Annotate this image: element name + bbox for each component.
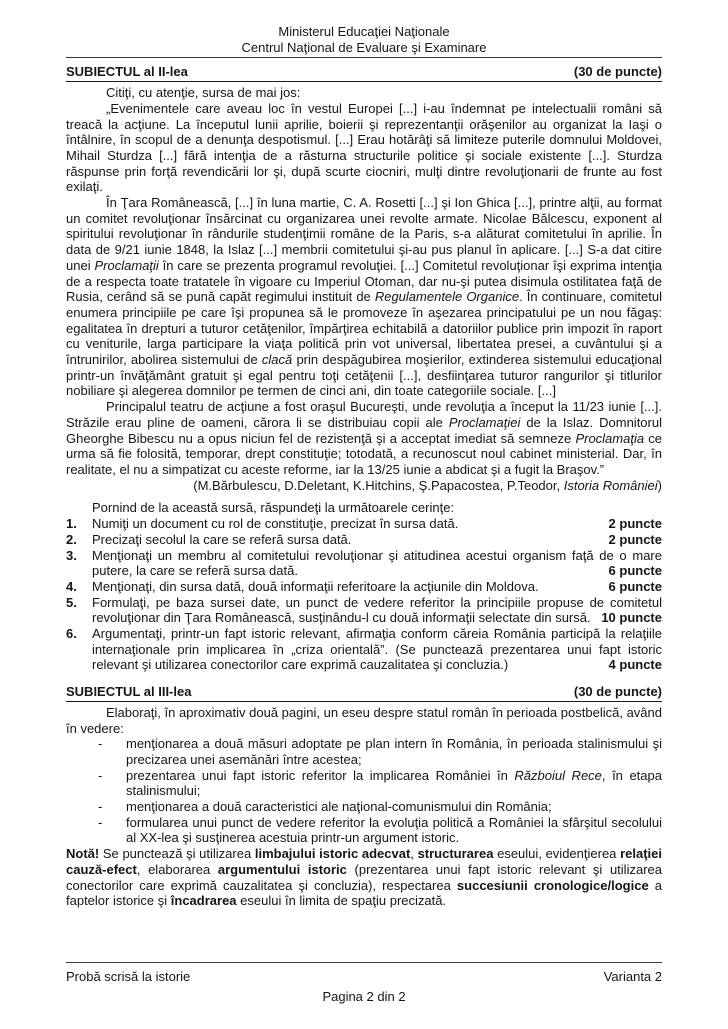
note-paragraph: Notă! Se punctează şi utilizarea limbajului istoric adecvat, structurarea eseului, evidenţierea relaţiei cauză-efect, elaborarea argumentului istoric (prezentarea unui fapt istoric relevant şi utilizarea conectorilor care exprimă cauzalitatea şi concluzia), respectarea succesiunii cronologice/logice a faptelor istorice şi încadrarea eseului în limita de spaţiu precizată. [66,846,663,909]
subject2-title: SUBIECTUL al II-lea [66,64,188,80]
question-item-5 [66,595,662,626]
essay-intro: Elaboraţi, în aproximativ două pagini, un eseu despre statul român în perioada postbelică, având în vedere: [66,704,662,736]
question-item-1 [66,516,662,532]
question-number: 2. [66,531,77,547]
question-number: 3. [66,547,77,563]
essay-requirement-3 [98,799,662,815]
subject2-points: (30 de puncte) [573,64,662,80]
essay-requirement-2 [98,768,662,799]
ministry-name: Ministerul Educaţiei Naţionale [278,24,450,39]
question-text: Numiţi un document cu rol de constituţie, precizat în sursa dată. [92,516,459,532]
question-points: 2 puncte [608,531,662,547]
question-points: 2 puncte [608,516,662,532]
requirement-text: menţionarea a două măsuri adoptate pe plan intern în România, în perioada stalinismului şi precizarea unei asemănări între acestea; [126,736,662,767]
footer-page-number: Pagina 2 din 2 [322,989,406,1005]
requirement-text: menţionarea a două caracteristici ale naţional-comunismului din România; [126,799,552,815]
question-item-4 [66,579,662,595]
question-number: 6. [66,626,77,642]
question-text: Precizaţi secolul la care se referă sursa dată. [92,531,352,547]
footer-row [66,969,662,985]
question-points: 4 puncte [608,657,662,673]
question-points: 10 puncte [601,610,662,626]
essay-requirement-1 [98,736,662,767]
subject3-heading [66,684,662,702]
subject3-section [66,684,662,909]
questions-prompt: Pornind de la această sursă, răspundeţi la următoarele cerinţe: [92,500,455,516]
essay-requirement-4 [98,815,662,846]
question-text: Menţionaţi un membru al comitetului revoluţionar şi atitudinea acestui organism faţă de o mare putere, la care se referă sursa dată. [92,547,662,579]
requirement-text: prezentarea unui fapt istoric referitor la implicarea României în Războiul Rece, în etapa stalinismului; [126,767,662,799]
requirement-text: formularea unui punct de vedere referitor la evoluţia politică a României la sfârşitul secolului al XX-lea şi susţinerea acestuia printr-un argument istoric. [126,814,662,846]
question-item-2 [66,532,662,548]
question-points: 6 puncte [608,578,662,594]
source-paragraph-1: „Evenimentele care aveau loc în vestul Europei [...] i-au îndemnat pe intelectualii români să treacă la acţiune. La începutul lunii aprilie, boierii şi reprezentanţii orăşenilor au organizat la Iaşi o întâlnire, în scopul de a denunţa despotismul. [...] Erau hotărâţi să limiteze puterile domnului Moldovei, Mihail Sturdza [...] fără intenţia de a răsturna structurile politice şi sociale existente [...]. Sturdza răspunse prin forţă revendicării lor şi, după scurte ciocniri, mulţi dintre revoluţionarii de frunte au fost exilaţi. [66,100,662,195]
source-intro: Citiţi, cu atenţie, sursa de mai jos: [106,85,301,101]
dash-bullet: - [98,767,103,783]
dash-bullet: - [98,736,103,752]
header-divider [66,57,662,58]
footer-exam-type: Probă scrisă la istorie [66,968,191,984]
question-number: 4. [66,578,77,594]
institution-name: Centrul Naţional de Evaluare şi Examinare [241,39,487,55]
document-header [66,24,662,64]
footer-divider [66,962,662,963]
question-text: Argumentaţi, printr-un fapt istoric relevant, afirmaţia conform căreia România participă la relaţiile internaţionale prin implicarea în „criza orientală”. (Se punctează prezentarea unui fapt istoric relevant şi utilizarea conectorilor care exprimă cauzalitatea şi concluzia.) [92,626,662,673]
dash-bullet: - [98,814,103,830]
question-text: Formulaţi, pe baza sursei date, un punct de vedere referitor la principiile propuse de comitetul revoluţionar din Ţara Românească, susţinându-l cu două informaţii selectate din sursă. [92,594,662,626]
question-points: 6 puncte [608,563,662,579]
question-item-3 [66,548,662,579]
subject3-points: (30 de puncte) [573,684,662,700]
question-text: Menţionaţi, din sursa dată, două informaţii referitoare la acţiunile din Moldova. [92,578,539,594]
source-paragraph-3: Principalul teatru de acţiune a fost oraşul Bucureşti, unde revoluţia a început la 11/23 iunie [...]. Străzile erau pline de oameni, cărora li se distribuiau copii ale Proclamaţiei de la Islaz. Domnitorul Gheorghe Bibescu nu a opus niciun fel de rezistenţă şi a acceptat imediat să semneze Proclamaţia ce urma să fie folosită, temporar, drept constituţie; totodată, a recunoscut noul cabinet ministerial. Dar, în realitate, el nu a simpatizat cu aceste reforme, iar la 13/25 iunie a abdicat şi a fugit la Braşov.” [66,399,662,477]
source-citation: (M.Bărbulescu, D.Deletant, K.Hitchins, Ş.Papacostea, P.Teodor, Istoria României) [193,477,662,493]
document-footer [66,960,662,1005]
footer-variant: Varianta 2 [603,968,662,984]
dash-bullet: - [98,799,103,815]
source-paragraph-2: În Ţara Românească, [...] în luna martie, C. A. Rosetti [...] şi Ion Ghica [...], printre alţii, au format un comitet revoluţionar însărcinat cu organizarea unei revolte armate. Nicolae Bălcescu, exponent al spiritului revoluţionar în rândurile studenţimii române de la Paris, s-a alăturat comitetului în aprilie. În data de 9/21 iunie 1848, la Islaz [...] membrii comitetului şi-au pus planul în aplicare. [...] S-a dat citire unei Proclamaţii în care se prezenta programul revoluţiei. [...] Comitetul revoluţionar îşi exprima intenţia de a respecta toate tratatele în vigoare cu Imperiul Otoman, dar nu-şi putea disimula ostilitatea faţă de Rusia, cerând să se pună capăt regimului instituit de Regulamentele Organice. În continuare, comitetul enumera principiile pe care îşi propunea să le promoveze în aşezarea principatului pe un nou făgaş: egalitatea în drepturi a tuturor cetăţenilor, împărţirea echitabilă a datoriilor publice prin impozit în raport cu veniturile, larga participare la viaţa politică prin vot universal, libertatea presei, a cuvântului şi a întrunirilor, abolirea sistemului de clacă prin despăgubirea moşierilor, extinderea sistemului educaţional printr-un învăţământ gratuit şi egal pentru toţi cetăţenii [...], desfiinţarea tuturor rangurilor şi titlurilor nobiliare şi alegerea domnilor pe termen de cinci ani, din toate categoriile sociale. [...] [66,195,663,399]
subject2-heading [66,64,662,82]
question-number: 1. [66,516,77,532]
subject2-section [66,64,662,673]
question-number: 5. [66,594,77,610]
question-item-6 [66,626,662,673]
subject3-title: SUBIECTUL al III-lea [66,684,192,700]
